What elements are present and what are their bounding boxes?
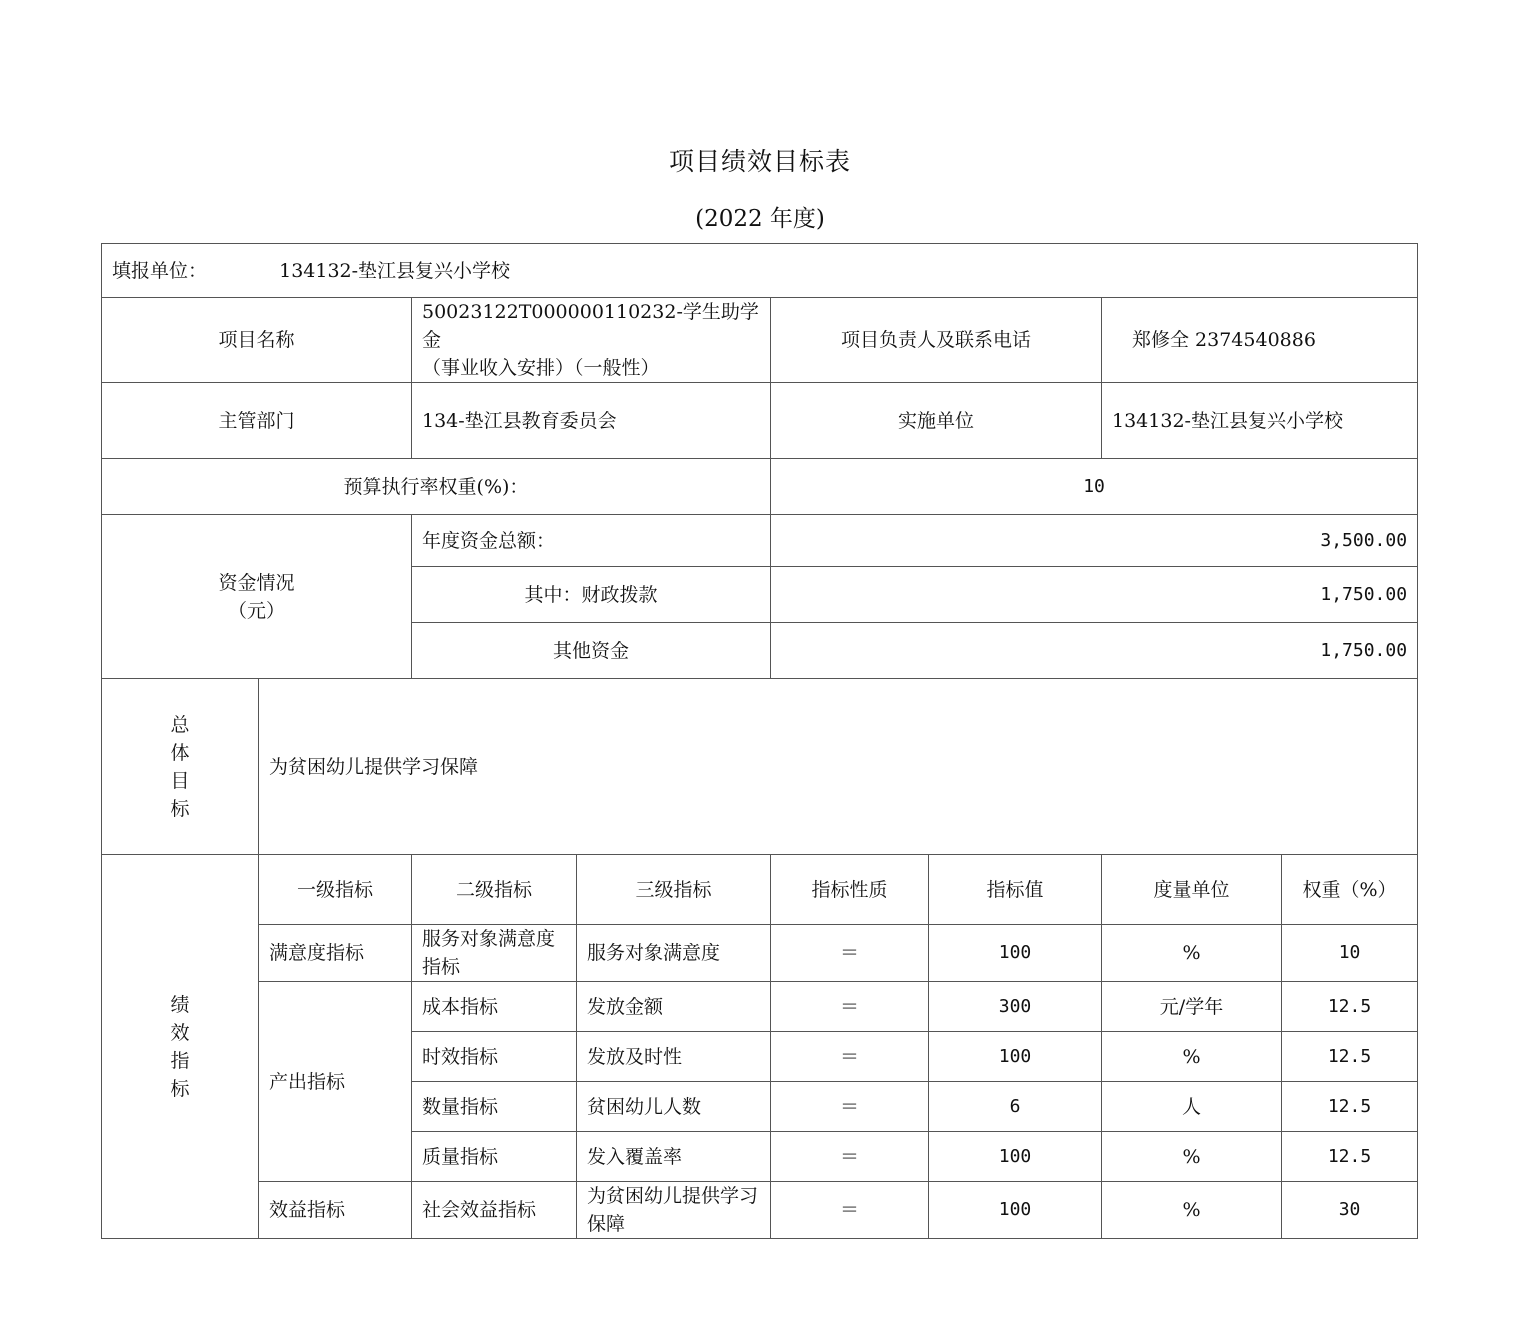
overall-goal-label-char: 体 [170,741,190,764]
reporting-unit-row [102,244,1418,298]
funds-total-label: 年度资金总额： [412,515,771,567]
level2-cell: 社会效益指标 [412,1182,577,1239]
level3-cell: 为贫困幼儿提供学习保障 [577,1182,771,1239]
indicators-label [102,855,259,1239]
table-row [102,1182,1418,1239]
weight-cell: 12.5 [1282,982,1418,1032]
funds-fiscal-label: 其中：财政拨款 [412,567,771,623]
nature-cell: ＝ [771,1182,929,1239]
reporting-unit-cell [102,244,1418,298]
nature-cell: ＝ [771,1132,929,1182]
reporting-unit-value: 134132-垫江县复兴小学校 [279,259,511,282]
indicators-label-char: 绩 [170,993,190,1016]
level3-cell: 服务对象满意度 [577,925,771,982]
column-header: 二级指标 [412,855,577,925]
project-contact-value: 郑修全 2374540886 [1102,298,1418,383]
level1-satisfaction: 满意度指标 [259,925,412,982]
level2-cell: 时效指标 [412,1032,577,1082]
funds-other-value: 1,750.00 [771,623,1418,679]
value-cell: 300 [929,982,1102,1032]
indicators-label-char: 效 [170,1021,190,1044]
funds-label-line1: 资金情况 [218,571,295,594]
value-cell: 100 [929,1182,1102,1239]
level1-benefit: 效益指标 [259,1182,412,1239]
project-name-line1: 50023122T000000110232-学生助学金 [422,301,759,351]
project-name-row [102,298,1418,383]
overall-goal-label-char: 标 [170,797,190,820]
nature-cell: ＝ [771,925,929,982]
unit-cell: % [1102,1132,1282,1182]
implementing-unit-label: 实施单位 [771,383,1102,459]
department-row [102,383,1418,459]
overall-goal-row [102,679,1418,855]
funds-total-row [102,515,1418,567]
column-header: 权重（%） [1282,855,1418,925]
unit-cell: 元/学年 [1102,982,1282,1032]
reporting-unit-label: 填报单位： [112,259,208,282]
value-cell: 100 [929,925,1102,982]
value-cell: 6 [929,1082,1102,1132]
funds-label [102,515,412,679]
level2-cell: 服务对象满意度指标 [412,925,577,982]
indicator-header-row [102,855,1418,925]
column-header: 度量单位 [1102,855,1282,925]
implementing-unit-value: 134132-垫江县复兴小学校 [1102,383,1418,459]
nature-cell: ＝ [771,1032,929,1082]
nature-cell: ＝ [771,982,929,1032]
overall-goal-label-char: 总 [170,713,190,736]
weight-cell: 10 [1282,925,1418,982]
project-name-label: 项目名称 [102,298,412,383]
funds-other-label: 其他资金 [412,623,771,679]
level2-cell: 成本指标 [412,982,577,1032]
value-cell: 100 [929,1132,1102,1182]
value-cell: 100 [929,1032,1102,1082]
column-header: 三级指标 [577,855,771,925]
nature-cell: ＝ [771,1082,929,1132]
level1-output: 产出指标 [259,982,412,1182]
weight-cell: 12.5 [1282,1032,1418,1082]
indicators-label-char: 标 [170,1077,190,1100]
funds-total-value: 3,500.00 [771,515,1418,567]
column-header: 指标值 [929,855,1102,925]
indicators-label-char: 指 [170,1049,190,1072]
level3-cell: 贫困幼儿人数 [577,1082,771,1132]
weight-cell: 12.5 [1282,1132,1418,1182]
unit-cell: % [1102,1182,1282,1239]
budget-weight-row [102,459,1418,515]
level2-cell: 数量指标 [412,1082,577,1132]
level3-cell: 发入覆盖率 [577,1132,771,1182]
level3-cell: 发放及时性 [577,1032,771,1082]
page-subtitle: (2022 年度) [695,206,825,232]
funds-label-line2: （元） [227,599,285,622]
level2-cell: 质量指标 [412,1132,577,1182]
table-row [102,925,1418,982]
project-name-line2: （事业收入安排）（一般性） [422,357,660,379]
unit-cell: % [1102,925,1282,982]
overall-goal-label-char: 目 [170,769,190,792]
funds-fiscal-value: 1,750.00 [771,567,1418,623]
unit-cell: % [1102,1032,1282,1082]
performance-goal-table [101,243,1418,1239]
page-title: 项目绩效目标表 [668,147,851,176]
weight-cell: 12.5 [1282,1082,1418,1132]
level3-cell: 发放金额 [577,982,771,1032]
column-header: 指标性质 [771,855,929,925]
unit-cell: 人 [1102,1082,1282,1132]
project-name-value [412,298,771,383]
department-label: 主管部门 [102,383,412,459]
table-row [102,982,1418,1032]
weight-cell: 30 [1282,1182,1418,1239]
column-header: 一级指标 [259,855,412,925]
department-value: 134-垫江县教育委员会 [412,383,771,459]
overall-goal-label [102,679,259,855]
project-contact-label: 项目负责人及联系电话 [771,298,1102,383]
budget-weight-label: 预算执行率权重(%)： [102,459,771,515]
budget-weight-value: 10 [771,459,1418,515]
overall-goal-value: 为贫困幼儿提供学习保障 [259,679,1418,855]
